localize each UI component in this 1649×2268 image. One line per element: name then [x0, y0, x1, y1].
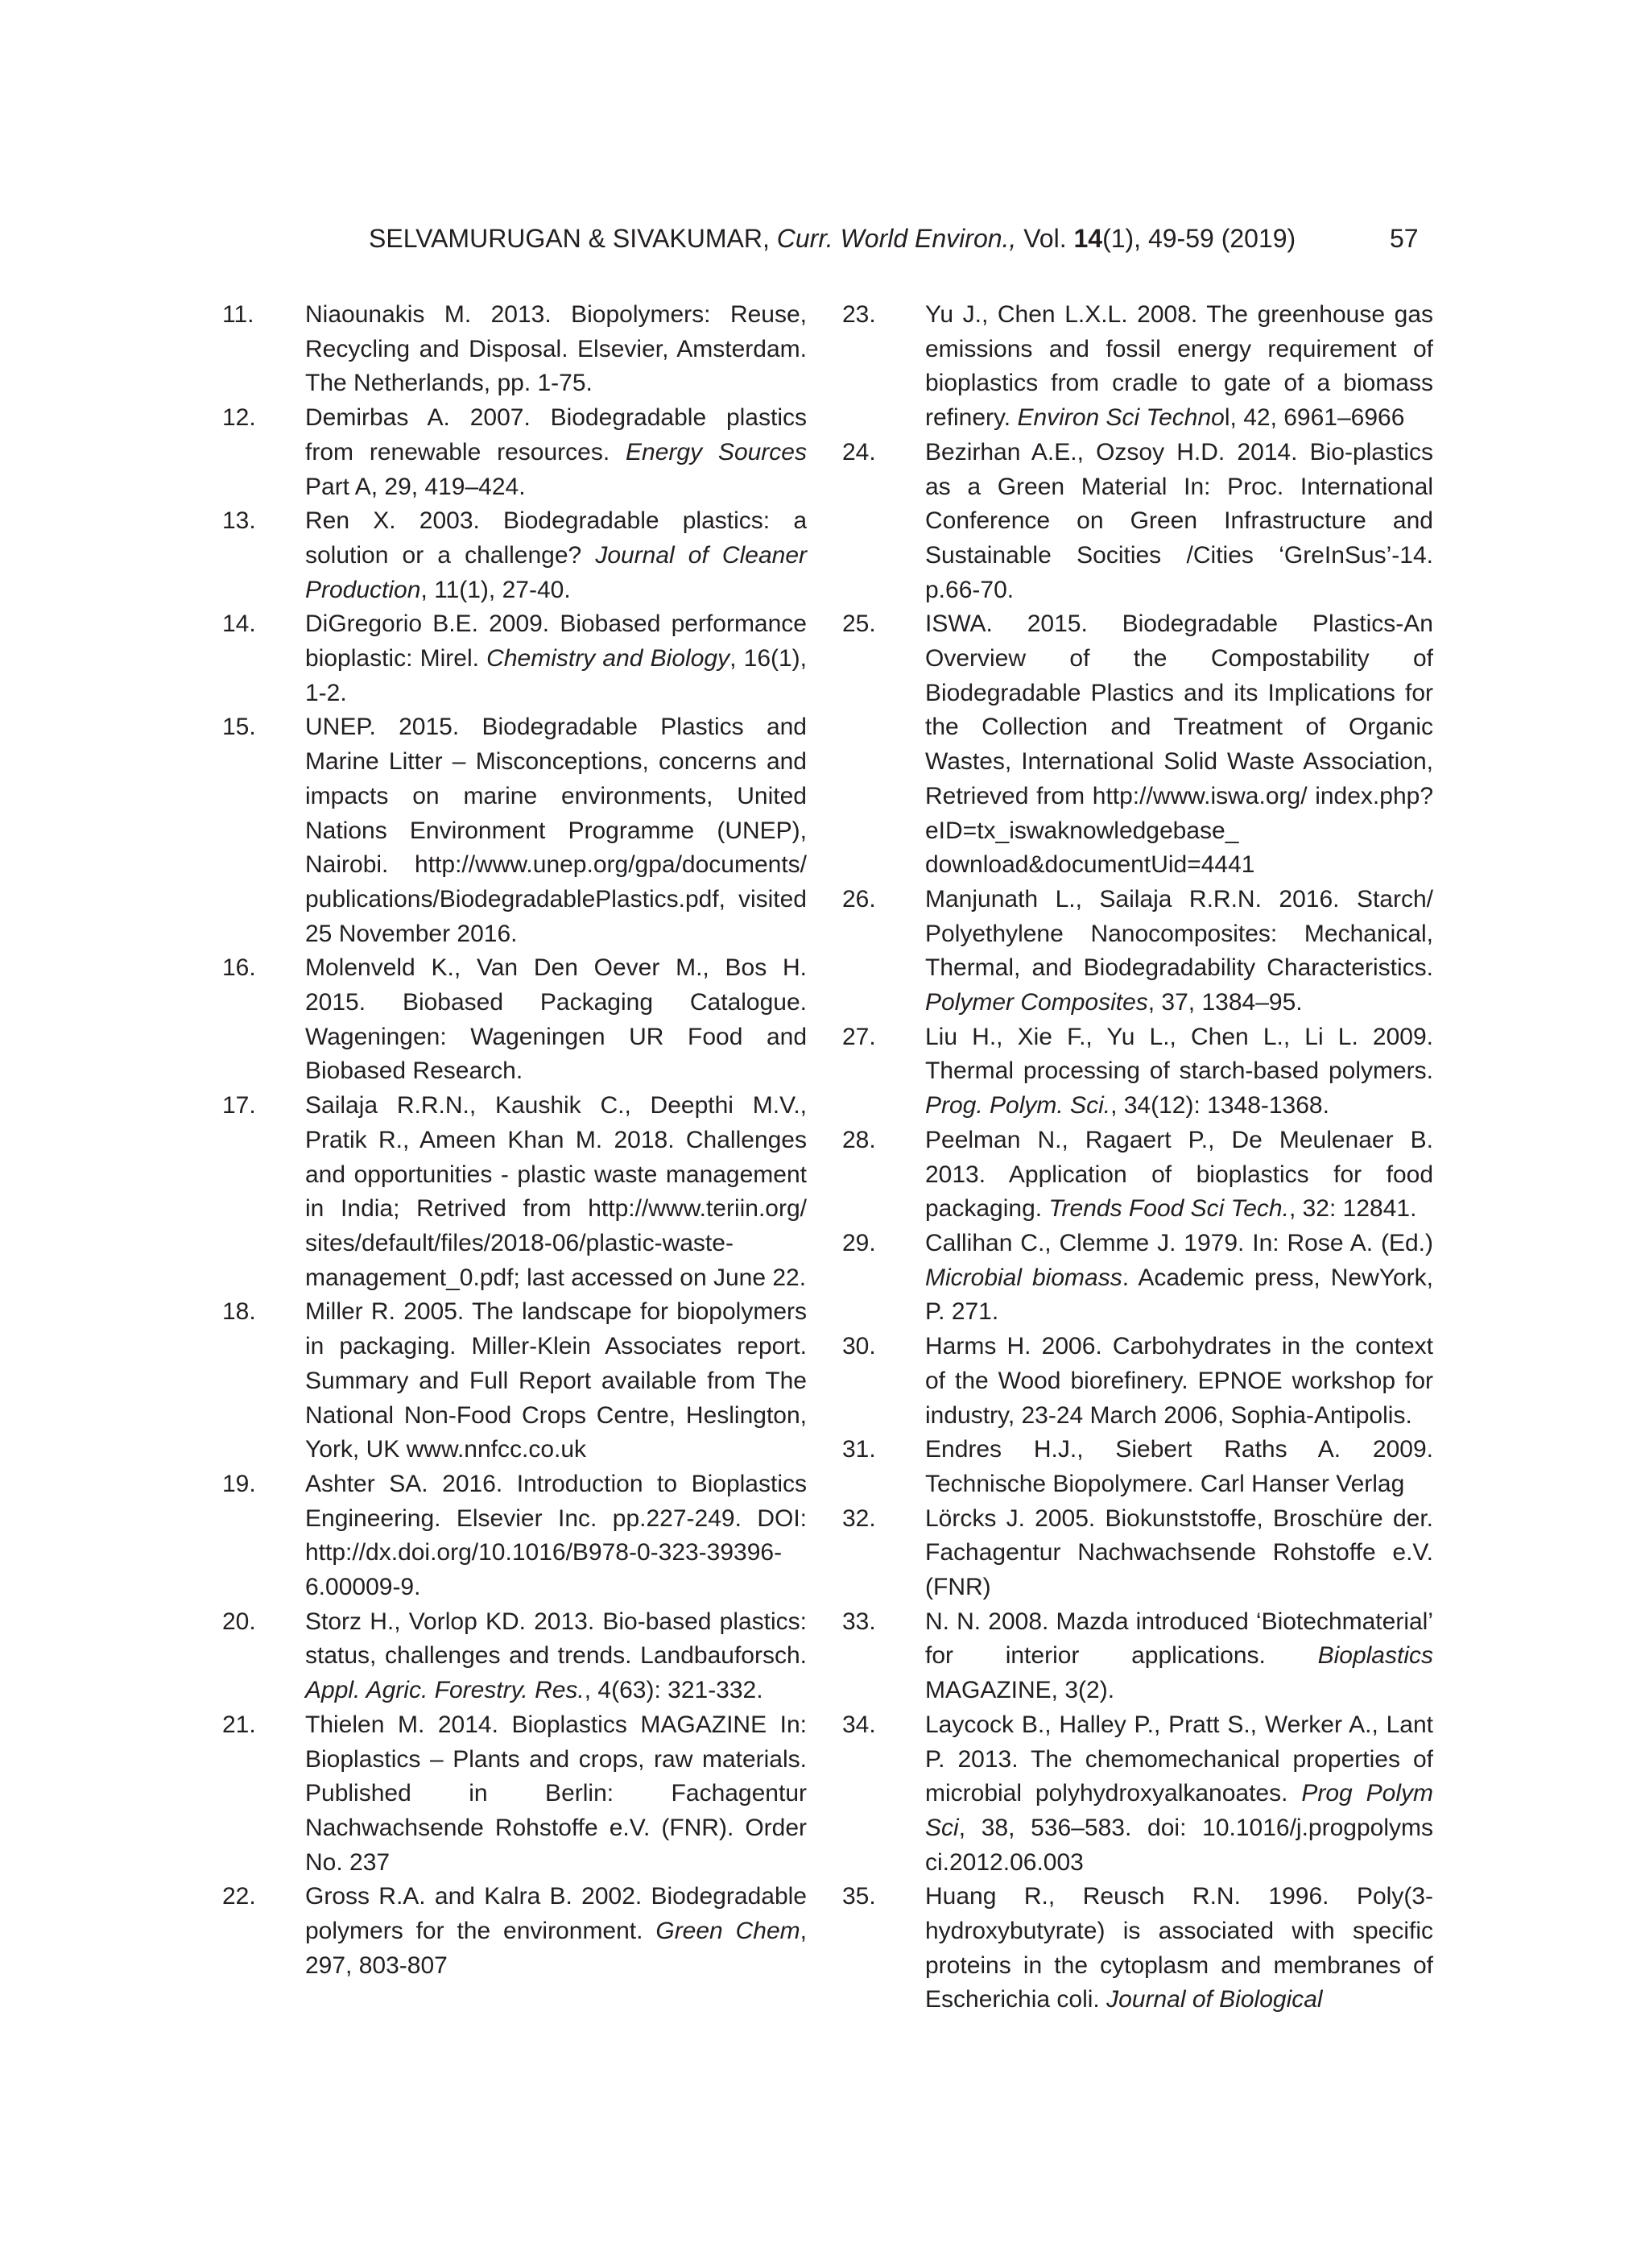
reference-number: 33. — [842, 1608, 876, 1635]
reference-text: Niaounakis M. 2013. Biopolymers: Reuse, Recycling and Disposal. Elsevier, Amsterdam. The Netherlands, pp. 1-75. — [305, 301, 807, 397]
reference-item — [842, 1708, 1433, 1881]
reference-number: 13. — [222, 507, 256, 535]
reference-pre-part: DiGregorio B.E. 2009. Biobased performance bioplastic: Mirel. — [305, 610, 807, 673]
reference-post-part: l, 42, 6961–6966 — [1224, 404, 1405, 432]
reference-item — [222, 298, 807, 401]
header-vol-prefix: Vol. — [1016, 224, 1074, 253]
reference-italic-part: Prog Polym Sci — [925, 1780, 1433, 1841]
reference-item — [842, 1124, 1433, 1227]
reference-number: 16. — [222, 954, 256, 982]
reference-post-part: , 11(1), 27-40. — [420, 576, 571, 603]
reference-text — [305, 1880, 807, 1983]
reference-item — [842, 298, 1433, 436]
reference-post-part: , 297, 803-807 — [305, 1918, 807, 1979]
reference-number: 32. — [842, 1504, 876, 1532]
reference-text — [305, 1605, 807, 1708]
reference-number: 34. — [842, 1711, 876, 1738]
reference-pre-part: Huang R., Reusch R.N. 1996. Poly(3-hydroxybutyrate) is associated with specific proteins in the cytoplasm and membranes of Escherichia coli. — [925, 1883, 1433, 2013]
reference-item — [222, 607, 807, 710]
reference-item — [842, 436, 1433, 608]
reference-number: 21. — [222, 1711, 256, 1738]
reference-pre-part: Peelman N., Ragaert P., De Meulenaer B. 2013. Application of bioplastics for food packaging. — [925, 1126, 1433, 1223]
header-volume: 14 — [1073, 224, 1103, 253]
reference-text: Molenveld K., Van Den Oever M., Bos H. 2015. Biobased Packaging Catalogue. Wageningen: Wageningen UR Food and Biobased Research. — [305, 954, 807, 1085]
reference-number: 23. — [842, 301, 876, 328]
reference-text — [305, 607, 807, 710]
reference-pre-part: Gross R.A. and Kalra B. 2002. Biodegradable polymers for the environment. — [305, 1883, 807, 1945]
reference-number: 25. — [842, 610, 876, 638]
reference-number: 11. — [222, 301, 254, 328]
reference-italic-part: Energy Sources — [626, 438, 807, 466]
reference-text — [305, 401, 807, 504]
reference-number: 18. — [222, 1298, 256, 1326]
reference-item — [222, 401, 807, 504]
reference-pre-part: N. N. 2008. Mazda introduced ‘Biotechmaterial’ for interior applications. — [925, 1608, 1433, 1670]
reference-item — [842, 1502, 1433, 1605]
reference-item — [222, 1467, 807, 1605]
reference-italic-part: Journal of Cleaner Production — [305, 541, 807, 603]
reference-text: UNEP. 2015. Biodegradable Plastics and Marine Litter – Misconceptions, concerns and impacts on marine environments, United Nations Environment Programme (UNEP), Nairobi. http://www.unep.org/gpa/documents/ publications/BiodegradablePlastics.pdf, visited 25 November 2016. — [305, 714, 807, 947]
reference-italic-part: Trends Food Sci Tech. — [1048, 1195, 1289, 1223]
reference-item — [222, 1605, 807, 1708]
reference-italic-part: Environ Sci Techno — [1017, 404, 1225, 432]
header-vol-suffix: (1), 49-59 (2019) — [1102, 224, 1296, 253]
header-citation — [369, 221, 1296, 255]
reference-pre-part: Ren X. 2003. Biodegradable plastics: a solution or a challenge? — [305, 507, 807, 569]
reference-item — [222, 710, 807, 951]
reference-post-part: . Academic press, NewYork, P. 271. — [925, 1264, 1433, 1326]
reference-text — [925, 1605, 1433, 1708]
reference-item — [842, 883, 1433, 1020]
reference-number: 19. — [222, 1470, 256, 1497]
reference-italic-part: Bioplastics — [1317, 1642, 1433, 1670]
reference-text — [305, 504, 807, 607]
reference-item — [842, 1227, 1433, 1330]
reference-text: Sailaja R.R.N., Kaushik C., Deepthi M.V., Pratik R., Ameen Khan M. 2018. Challenges and opportunities - plastic waste management in India; Retrived from http://www.teriin.org/ sites/default/files/2018-06/plastic-waste-management_0.pdf; last accessed on June 22. — [305, 1092, 807, 1291]
reference-italic-part: Chemistry and Biology — [486, 645, 730, 673]
reference-pre-part: Manjunath L., Sailaja R.R.N. 2016. Starch/ Polyethylene Nanocomposites: Mechanical, Thermal, and Biodegradability Characteristics. — [925, 885, 1433, 982]
header-authors: SELVAMURUGAN & SIVAKUMAR, — [369, 224, 777, 253]
reference-number: 20. — [222, 1608, 256, 1635]
reference-text: Lörcks J. 2005. Biokunststoffe, Broschüre der. Fachagentur Nachwachsende Rohstoffe e.V. (FNR) — [925, 1504, 1433, 1601]
reference-number: 31. — [842, 1436, 876, 1463]
reference-pre-part: Yu J., Chen L.X.L. 2008. The greenhouse gas emissions and fossil energy requirement of bioplastics from cradle to gate of a biomass refinery. — [925, 301, 1433, 432]
reference-number: 15. — [222, 714, 256, 741]
reference-text — [925, 883, 1433, 1020]
reference-text: Endres H.J., Siebert Raths A. 2009. Technische Biopolymere. Carl Hanser Verlag — [925, 1436, 1433, 1497]
reference-text — [925, 1020, 1433, 1124]
reference-text — [925, 1880, 1433, 2018]
reference-number: 35. — [842, 1883, 876, 1910]
reference-post-part: , 16(1), 1-2. — [305, 645, 807, 706]
reference-pre-part: Liu H., Xie F., Yu L., Chen L., Li L. 2009. Thermal processing of starch-based polymers. — [925, 1023, 1433, 1085]
reference-post-part: , 37, 1384–95. — [1147, 989, 1303, 1016]
reference-item — [842, 1880, 1433, 2018]
reference-number: 29. — [842, 1229, 876, 1256]
reference-text: Thielen M. 2014. Bioplastics MAGAZINE In: Bioplastics – Plants and crops, raw materials. Published in Berlin: Fachagentur Nachwachsende Rohstoffe e.V. (FNR). Order No. 237 — [305, 1711, 807, 1876]
reference-number: 24. — [842, 438, 876, 466]
reference-post-part: , 34(12): 1348-1368. — [1110, 1092, 1329, 1120]
reference-pre-part: Storz H., Vorlop KD. 2013. Bio-based plastics: status, challenges and trends. Landbauforsch. — [305, 1608, 807, 1670]
reference-post-part: , 4(63): 321-332. — [584, 1677, 763, 1704]
reference-text: Ashter SA. 2016. Introduction to Bioplastics Engineering. Elsevier Inc. pp.227-249. DOI: http://dx.doi.org/10.1016/B978-0-323-39396-6.00009-9. — [305, 1470, 807, 1601]
reference-number: 14. — [222, 610, 256, 638]
reference-number: 28. — [842, 1126, 876, 1153]
reference-text — [925, 298, 1433, 436]
reference-item — [222, 951, 807, 1089]
reference-post-part: , 38, 536–583. doi: 10.1016/j.progpolyms ci.2012.06.003 — [925, 1814, 1433, 1876]
reference-item — [842, 607, 1433, 883]
reference-text — [925, 1124, 1433, 1227]
reference-post-part: , 32: 12841. — [1288, 1195, 1417, 1223]
reference-number: 30. — [842, 1333, 876, 1360]
reference-number: 22. — [222, 1883, 256, 1910]
reference-italic-part: Journal of Biological — [1106, 1986, 1323, 2013]
reference-post-part: MAGAZINE, 3(2). — [925, 1677, 1115, 1704]
header-journal: Curr. World Environ., — [776, 224, 1017, 253]
reference-item — [842, 1020, 1433, 1124]
reference-italic-part: Polymer Composites — [925, 989, 1148, 1016]
running-header — [0, 221, 1649, 262]
reference-item — [842, 1330, 1433, 1433]
reference-item — [842, 1605, 1433, 1708]
reference-number: 26. — [842, 885, 876, 913]
reference-text — [925, 1227, 1433, 1330]
reference-italic-part: Appl. Agric. Forestry. Res. — [305, 1677, 585, 1704]
reference-item — [222, 1880, 807, 1983]
reference-text: Harms H. 2006. Carbohydrates in the context of the Wood biorefinery. EPNOE workshop for industry, 23-24 March 2006, Sophia-Antipolis. — [925, 1333, 1433, 1429]
reference-post-part: Part A, 29, 419–424. — [305, 473, 526, 500]
page-number: 57 — [1390, 224, 1419, 253]
reference-item — [222, 1708, 807, 1881]
reference-item — [222, 1295, 807, 1467]
reference-text — [925, 1708, 1433, 1881]
reference-text: Miller R. 2005. The landscape for biopolymers in packaging. Miller-Klein Associates report. Summary and Full Report available from The National Non-Food Crops Centre, Heslington, York, UK www.nnfcc.co.uk — [305, 1298, 807, 1463]
references-right-column — [842, 298, 1433, 2018]
reference-text: ISWA. 2015. Biodegradable Plastics-An Overview of the Compostability of Biodegradable Plastics and its Implications for the Collection and Treatment of Organic Wastes, International Solid Waste Association, Retrieved from http://www.iswa.org/ index.php?eID=tx_iswaknowledgebase_ download&documentUid=4441 — [925, 610, 1433, 879]
reference-number: 27. — [842, 1023, 876, 1050]
reference-pre-part: Laycock B., Halley P., Pratt S., Werker A., Lant P. 2013. The chemomechanical properties of microbial polyhydroxyalkanoates. — [925, 1711, 1433, 1807]
reference-text: Bezirhan A.E., Ozsoy H.D. 2014. Bio-plastics as a Green Material In: Proc. International Conference on Green Infrastructure and Sustainable Socities /Cities ‘GreInSus’-14. p.66-70. — [925, 438, 1433, 603]
reference-item — [222, 1089, 807, 1295]
reference-italic-part: Prog. Polym. Sci. — [925, 1092, 1111, 1120]
reference-italic-part: Microbial biomass — [925, 1264, 1122, 1291]
reference-italic-part: Green Chem — [655, 1918, 800, 1945]
reference-number: 17. — [222, 1092, 256, 1120]
reference-number: 12. — [222, 404, 256, 432]
reference-item — [222, 504, 807, 607]
reference-pre-part: Demirbas A. 2007. Biodegradable plastics from renewable resources. — [305, 404, 807, 466]
reference-pre-part: Callihan C., Clemme J. 1979. In: Rose A. (Ed.) — [925, 1229, 1433, 1256]
reference-item — [842, 1433, 1433, 1501]
references-left-column — [222, 298, 807, 1983]
